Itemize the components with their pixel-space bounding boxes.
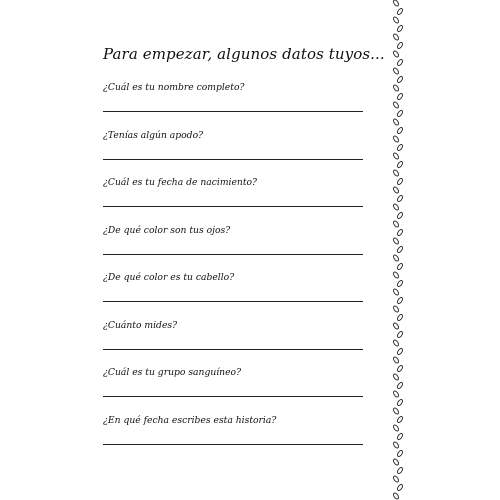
question-list bbox=[103, 80, 365, 460]
leaf-icon bbox=[396, 76, 403, 84]
leaf-icon bbox=[396, 144, 403, 152]
leaf-icon bbox=[392, 254, 399, 262]
question-item-eye-color bbox=[103, 223, 365, 271]
leaf-icon bbox=[392, 322, 399, 330]
leaf-icon bbox=[392, 67, 399, 75]
leaf-icon bbox=[392, 407, 399, 415]
answer-line[interactable] bbox=[103, 444, 363, 445]
leaf-icon bbox=[396, 433, 403, 441]
leaf-icon bbox=[396, 8, 403, 16]
leaf-icon bbox=[392, 16, 399, 24]
leaf-icon bbox=[392, 84, 399, 92]
leaf-vine-icon bbox=[388, 0, 408, 500]
leaf-icon bbox=[396, 467, 403, 475]
leaf-icon bbox=[396, 25, 403, 33]
leaf-icon bbox=[396, 365, 403, 373]
leaf-icon bbox=[396, 348, 403, 356]
leaf-icon bbox=[392, 339, 399, 347]
answer-line[interactable] bbox=[103, 301, 363, 302]
leaf-icon bbox=[396, 314, 403, 322]
leaf-icon bbox=[396, 484, 403, 492]
leaf-icon bbox=[392, 492, 399, 500]
leaf-icon bbox=[392, 424, 399, 432]
leaf-icon bbox=[392, 169, 399, 177]
leaf-icon bbox=[392, 390, 399, 398]
question-item-writing-date bbox=[103, 413, 365, 461]
leaf-icon bbox=[392, 356, 399, 364]
question-label: ¿Cuánto mides? bbox=[103, 319, 178, 331]
leaf-icon bbox=[392, 441, 399, 449]
leaf-icon bbox=[396, 416, 403, 424]
leaf-icon bbox=[396, 450, 403, 458]
leaf-icon bbox=[392, 50, 399, 58]
leaf-icon bbox=[396, 229, 403, 237]
leaf-icon bbox=[396, 195, 403, 203]
question-label: ¿De qué color es tu cabello? bbox=[103, 272, 235, 283]
question-item-nickname bbox=[103, 128, 365, 176]
leaf-icon bbox=[392, 101, 399, 109]
leaf-icon bbox=[396, 42, 403, 50]
leaf-icon bbox=[396, 178, 403, 186]
leaf-icon bbox=[396, 93, 403, 101]
question-label: ¿Cuál es tu grupo sanguíneo? bbox=[103, 367, 241, 378]
leaf-icon bbox=[392, 203, 399, 211]
question-label: ¿Tenías algún apodo? bbox=[103, 129, 204, 141]
answer-line[interactable] bbox=[103, 111, 363, 112]
leaf-icon bbox=[392, 118, 399, 126]
leaf-icon bbox=[392, 237, 399, 245]
leaf-icon bbox=[392, 152, 399, 160]
question-label: ¿Cuál es tu fecha de nacimiento? bbox=[103, 177, 257, 188]
question-item-hair-color bbox=[103, 270, 365, 318]
page-title: Para empezar, algunos datos tuyos... bbox=[103, 45, 385, 63]
answer-line[interactable] bbox=[103, 349, 363, 350]
leaf-icon bbox=[392, 0, 399, 7]
leaf-icon bbox=[396, 127, 403, 135]
leaf-icon bbox=[392, 220, 399, 228]
question-label: ¿De qué color son tus ojos? bbox=[103, 224, 231, 236]
leaf-icon bbox=[396, 212, 403, 220]
question-label: ¿En qué fecha escribes esta historia? bbox=[103, 414, 277, 426]
leaf-icon bbox=[392, 271, 399, 279]
leaf-icon bbox=[392, 33, 399, 41]
leaf-icon bbox=[396, 161, 403, 169]
answer-line[interactable] bbox=[103, 396, 363, 397]
leaf-icon bbox=[396, 110, 403, 118]
answer-line[interactable] bbox=[103, 206, 363, 207]
leaf-icon bbox=[392, 458, 399, 466]
leaf-icon bbox=[392, 373, 399, 381]
leaf-icon bbox=[396, 399, 403, 407]
leaf-icon bbox=[392, 305, 399, 313]
leaf-icon bbox=[392, 288, 399, 296]
leaf-icon bbox=[396, 246, 403, 254]
leaf-icon bbox=[392, 475, 399, 483]
question-label: ¿Cuál es tu nombre completo? bbox=[103, 82, 245, 93]
leaf-icon bbox=[396, 297, 403, 305]
question-item-height bbox=[103, 318, 365, 366]
leaf-icon bbox=[396, 382, 403, 390]
leaf-icon bbox=[396, 331, 403, 339]
answer-line[interactable] bbox=[103, 254, 363, 255]
question-item-full-name bbox=[103, 80, 365, 128]
leaf-icon bbox=[396, 263, 403, 271]
leaf-icon bbox=[396, 59, 403, 67]
question-item-blood-type bbox=[103, 365, 365, 413]
leaf-icon bbox=[396, 280, 403, 288]
answer-line[interactable] bbox=[103, 159, 363, 160]
leaf-icon bbox=[392, 135, 399, 143]
leaf-icon bbox=[392, 186, 399, 194]
question-item-birth-date bbox=[103, 175, 365, 223]
